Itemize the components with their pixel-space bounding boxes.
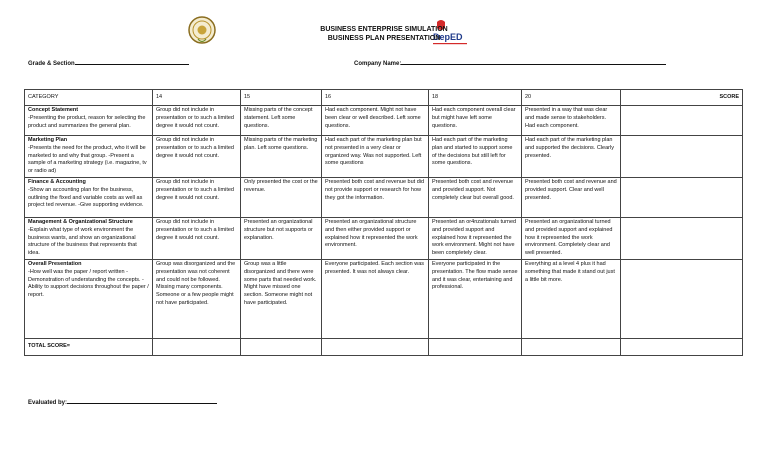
total-cell bbox=[322, 338, 429, 355]
category-description: -Show an accounting plan for the business, outlining the fixed and variable costs as well as project ted revenue. -Give supporting evidence. bbox=[28, 186, 144, 209]
deped-logo-icon bbox=[431, 18, 471, 48]
category-description: -Presents the need for the product, who it will be marketed to and why that group. -Present a sample of a marketing strategy (i.e. magazine, tv or radio ad) bbox=[28, 144, 147, 175]
table-row bbox=[25, 106, 743, 136]
evaluated-by-field[interactable] bbox=[28, 397, 217, 406]
score-cell[interactable] bbox=[621, 136, 743, 178]
company-name-field[interactable] bbox=[354, 58, 666, 67]
criteria-cell: Had each component. Might not have been clear or well described. Left some questions. bbox=[322, 106, 429, 136]
total-cell bbox=[153, 338, 241, 355]
score-cell[interactable] bbox=[621, 259, 743, 338]
criteria-cell: Group did not include in presentation or to such a limited degree it would not count. bbox=[153, 136, 241, 178]
criteria-cell: Everyone participated. Each section was presented. It was not always clear. bbox=[322, 259, 429, 338]
category-title: Overall Presentation bbox=[28, 260, 82, 267]
grade-section-field[interactable] bbox=[28, 58, 189, 67]
criteria-cell: Presented an or4nzationals turned and provided support and explained how it represented the work environment. Might not have been completely clear. bbox=[429, 217, 522, 259]
document-subtitle: BUSINESS PLAN PRESENTATION bbox=[327, 35, 441, 42]
criteria-cell: Everyone participated in the presentation. The flow made sense and it was clear, entertaining and professional. bbox=[429, 259, 522, 338]
category-title: Marketing Plan bbox=[28, 137, 68, 143]
criteria-cell: Group was disorganized and the presentation was not coherent and could not be followed. Missing many components. Someone or a few people might not have participated. bbox=[153, 259, 241, 338]
score-cell[interactable] bbox=[621, 106, 743, 136]
score-cell[interactable] bbox=[621, 177, 743, 217]
total-cell bbox=[522, 338, 621, 355]
header-cell: 20 bbox=[522, 90, 621, 106]
table-row bbox=[25, 259, 743, 338]
criteria-cell: Group did not include in presentation or to such a limited degree it would not count. bbox=[153, 177, 241, 217]
criteria-cell: Had each part of the marketing plan and supported the decisions. Clearly presented. bbox=[522, 136, 621, 178]
criteria-cell: Everything at a level 4 plus it had something that made it stand out just a little bit more. bbox=[522, 259, 621, 338]
category-description: -Explain what type of work environment the business wants, and show an organizational structure of the business that represents that idea. bbox=[28, 226, 137, 257]
table-row bbox=[25, 217, 743, 259]
document-title: BUSINESS ENTERPRISE SIMULATION bbox=[320, 26, 448, 33]
category-title: Finance & Accounting bbox=[28, 178, 86, 185]
score-header-cell: SCORE bbox=[621, 90, 743, 106]
criteria-cell: Presented both cost and revenue but did not provide support or research for how they got the information. bbox=[322, 177, 429, 217]
criteria-cell: Presented an organizational turned and provided support and explained how it represented the work environment. Completely clear and well presented. bbox=[522, 217, 621, 259]
criteria-cell: Missing parts of the concept statement. Left some questions. bbox=[241, 106, 322, 136]
total-cell bbox=[241, 338, 322, 355]
table-row bbox=[25, 177, 743, 217]
header-cell: 15 bbox=[241, 90, 322, 106]
header-cell: CATEGORY bbox=[25, 90, 153, 106]
company-name-label: Company Name: bbox=[354, 61, 402, 67]
criteria-cell: Presented an organizational structure but not supports or explanation. bbox=[241, 217, 322, 259]
total-score-label: TOTAL SCORE= bbox=[25, 338, 153, 355]
criteria-cell: Had each part of the marketing plan and started to support some of the decisions but still left for some questions. bbox=[429, 136, 522, 178]
criteria-cell: Had each component overall clear but might have left some questions. bbox=[429, 106, 522, 136]
criteria-cell: Missing parts of the marketing plan. Left some questions. bbox=[241, 136, 322, 178]
category-cell bbox=[25, 177, 153, 217]
category-description: -Presenting the product, reason for selecting the product and summarizes the general plan. bbox=[28, 114, 146, 129]
category-cell bbox=[25, 106, 153, 136]
criteria-cell: Presented both cost and revenue and provided support. Not completely clear but overall good. bbox=[429, 177, 522, 217]
rubric-table bbox=[24, 89, 743, 356]
table-row bbox=[25, 136, 743, 178]
header-cell: 18 bbox=[429, 90, 522, 106]
category-title: Concept Statement bbox=[28, 107, 79, 113]
score-cell[interactable] bbox=[621, 217, 743, 259]
header-cell: 16 bbox=[322, 90, 429, 106]
criteria-cell: Had each part of the marketing plan but not presented in a very clear or organized way. Was not supported. Left some questions bbox=[322, 136, 429, 178]
total-row bbox=[25, 338, 743, 355]
grade-section-label: Grade & Section bbox=[28, 61, 75, 67]
grade-section-line[interactable] bbox=[75, 58, 189, 65]
rubric-header-row bbox=[25, 90, 743, 106]
criteria-cell: Presented both cost and revenue and provided support. Clear and well presented. bbox=[522, 177, 621, 217]
deped-logo-text: DepED bbox=[433, 32, 463, 42]
total-score-cell[interactable] bbox=[621, 338, 743, 355]
header-cell: 14 bbox=[153, 90, 241, 106]
category-cell bbox=[25, 259, 153, 338]
evaluated-by-label: Evaluated by: bbox=[28, 400, 68, 406]
criteria-cell: Group was a little disorganized and there were some parts that needed work. Might have missed one section. Someone might not have participated. bbox=[241, 259, 322, 338]
criteria-cell: Group did not include in presentation or to such a limited degree it would not count. bbox=[153, 217, 241, 259]
company-name-line[interactable] bbox=[401, 58, 666, 65]
criteria-cell: Presented an organizational structure and then either provided support or explained how it represented the work environment. bbox=[322, 217, 429, 259]
category-cell bbox=[25, 217, 153, 259]
evaluated-by-line[interactable] bbox=[67, 397, 217, 404]
total-cell bbox=[429, 338, 522, 355]
category-title: Management & Organizational Structure bbox=[28, 218, 133, 225]
criteria-cell: Only presented the cost or the revenue. bbox=[241, 177, 322, 217]
category-cell bbox=[25, 136, 153, 178]
criteria-cell: Presented in a way that was clear and made sense to stakeholders. Had each component. bbox=[522, 106, 621, 136]
criteria-cell: Group did not include in presentation or to such a limited degree it would not count. bbox=[153, 106, 241, 136]
category-description: -How well was the paper / report written -Demonstration of understanding the concepts. -Ability to support decisions throughout the paper / report. bbox=[28, 268, 149, 299]
